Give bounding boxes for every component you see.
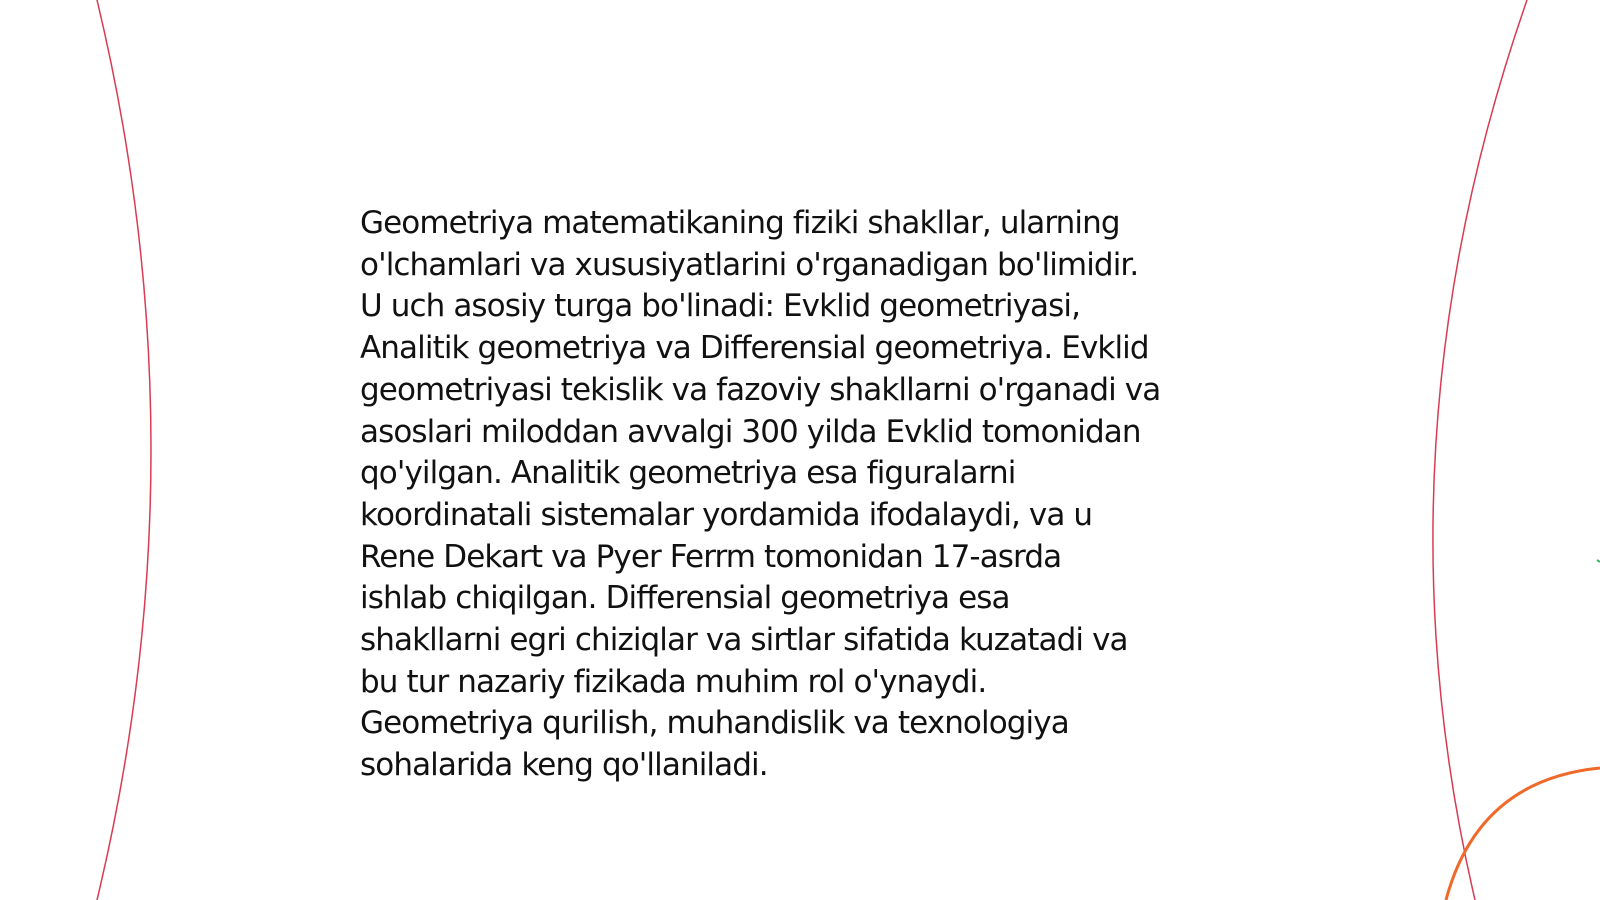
left-arc-line [97, 0, 151, 900]
body-paragraph: Geometriya matematikaning fiziki shakllar, ularning o'lchamlari va xususiyatlarini o'rganadigan bo'limidir. U uch asosiy turga bo'linadi: Evklid geometriyasi, Analitik geometriya va Differensial geometriya. Evklid geometriyasi tekislik va fazoviy shakllarni o'rganadi va asoslari miloddan avvalgi 300 yilda Evklid tomonidan qo'yilgan. Analitik geometriya esa figuralarni koordinatali sistemalar yordamida ifodalaydi, va u Rene Dekart va Pyer Ferrm tomonidan 17-asrda ishlab chiqilgan. Differensial geometriya esa shakllarni egri chiziqlar va sirtlar sifatida kuzatadi va bu tur nazariy fizikada muhim rol o'ynaydi. Geometriya qurilish, muhandislik va texnologiya sohalarida keng qo'llaniladi. [360, 205, 1161, 784]
corner-orange-arc [1446, 768, 1600, 900]
right-arc-line [1433, 0, 1527, 900]
